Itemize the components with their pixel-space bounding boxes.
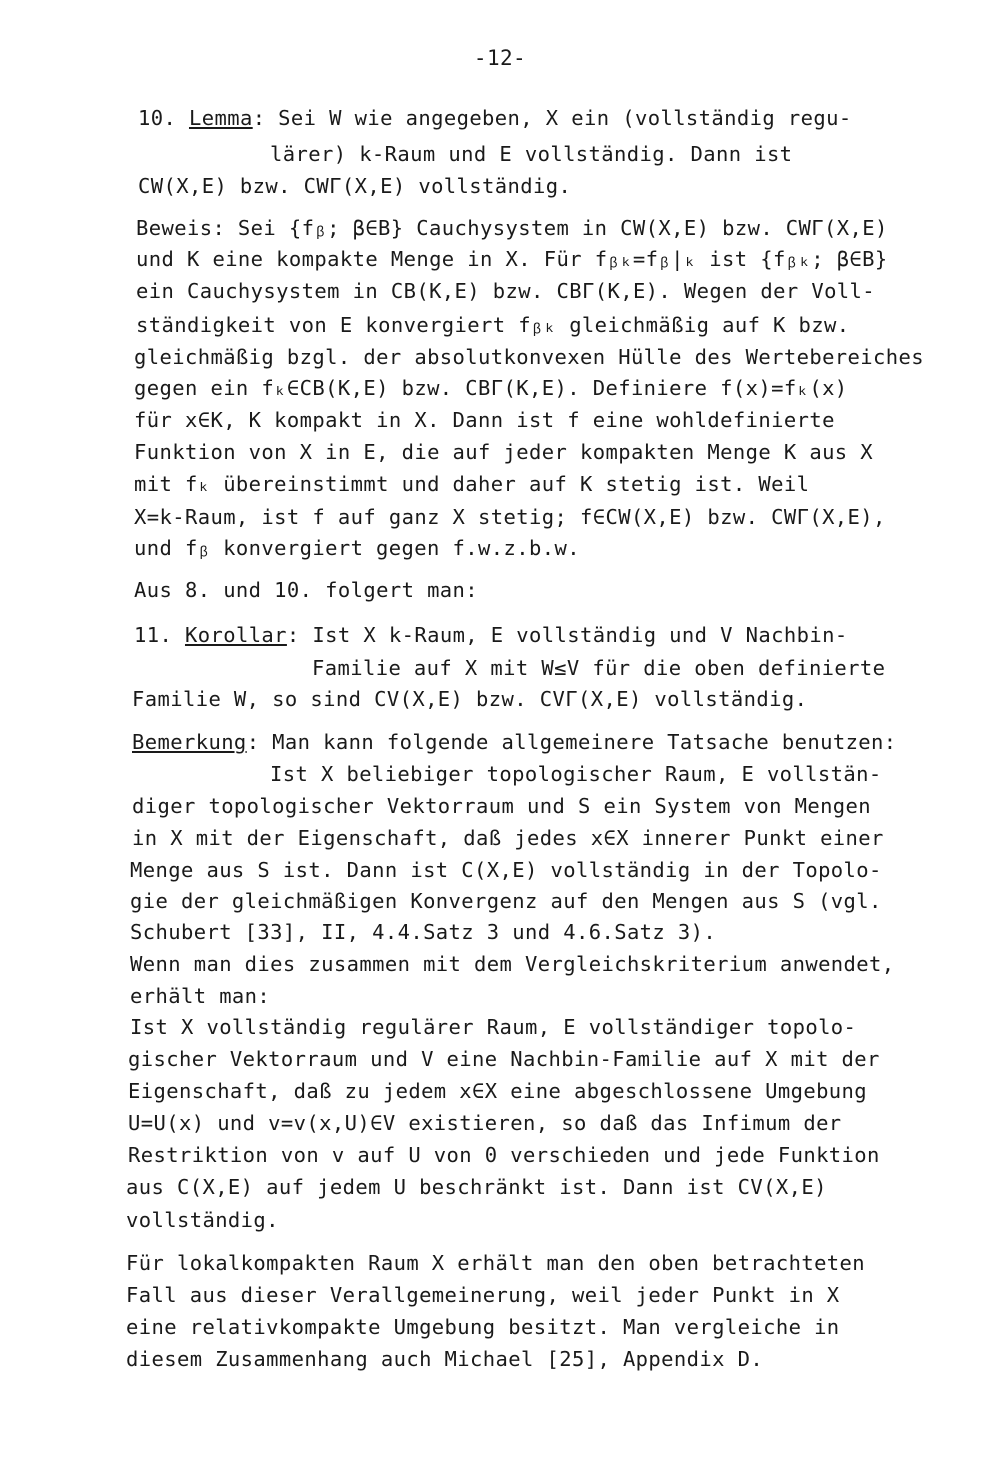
proof-line: und K eine kompakte Menge in X. Für fᵦₖ=fᵦ|ₖ ist {fᵦₖ; β∈B} xyxy=(136,247,888,271)
lemma-line-3: CW(X,E) bzw. CWΓ(X,E) vollständig. xyxy=(138,174,572,198)
proof-line: mit fₖ übereinstimmt und daher auf K stetig ist. Weil xyxy=(134,472,810,496)
proof-line: X=k-Raum, ist f auf ganz X stetig; f∈CW(X,E) bzw. CWΓ(X,E), xyxy=(134,505,886,529)
korollar-text-1: : Ist X k-Raum, E vollständig und V Nachbin- xyxy=(286,623,848,647)
lemma-line-2: lärer) k-Raum und E vollständig. Dann ist xyxy=(270,142,793,166)
bemerkung-line: gie der gleichmäßigen Konvergenz auf den Mengen aus S (vgl. xyxy=(130,889,882,913)
proof-line: ein Cauchysystem in CB(K,E) bzw. CBΓ(K,E). Wegen der Voll- xyxy=(136,279,876,303)
bemerkung-line: Restriktion von v auf U von 0 verschieden und jede Funktion xyxy=(128,1143,880,1167)
proof-line: und fᵦ konvergiert gegen f.w.z.b.w. xyxy=(134,536,580,560)
korollar-line-2: Familie auf X mit W≤V für die oben definierte xyxy=(312,656,886,680)
final-line: diesem Zusammenhang auch Michael [25], Appendix D. xyxy=(126,1347,764,1371)
aus-line: Aus 8. und 10. folgert man: xyxy=(134,578,479,602)
bemerkung-text-1: : Man kann folgende allgemeinere Tatsache benutzen: xyxy=(246,730,897,754)
proof-line: gleichmäßig bzgl. der absolutkonvexen Hülle des Wertebereiches xyxy=(134,345,925,369)
bemerkung-title: Bemerkung xyxy=(132,730,247,754)
bemerkung-line: Schubert [33], II, 4.4.Satz 3 und 4.6.Satz 3). xyxy=(130,920,717,944)
final-line: Für lokalkompakten Raum X erhält man den oben betrachteten xyxy=(126,1251,866,1275)
proof-line: gegen ein fₖ∈CB(K,E) bzw. CBΓ(K,E). Definiere f(x)=fₖ(x) xyxy=(134,376,848,400)
proof-line: Funktion von X in E, die auf jeder kompakten Menge K aus X xyxy=(134,440,874,464)
proof-line: für x∈K, K kompakt in X. Dann ist f eine wohldefinierte xyxy=(134,408,835,432)
bemerkung-line: Ist X vollständig regulärer Raum, E vollständiger topolo- xyxy=(130,1015,857,1039)
bemerkung-line: diger topologischer Vektorraum und S ein System von Mengen xyxy=(132,794,872,818)
bemerkung-line: in X mit der Eigenschaft, daß jedes x∈X innerer Punkt einer xyxy=(132,826,884,850)
bemerkung-line: erhält man: xyxy=(130,984,271,1008)
final-line: eine relativkompakte Umgebung besitzt. Man vergleiche in xyxy=(126,1315,840,1339)
bemerkung-line: Menge aus S ist. Dann ist C(X,E) vollständig in der Topolo- xyxy=(130,858,882,882)
korollar-title: Korollar xyxy=(184,623,287,647)
lemma-line-1 xyxy=(138,104,852,132)
bemerkung-line: vollständig. xyxy=(126,1208,279,1232)
lemma-text-1: : Sei W wie angegeben, X ein (vollständig regu- xyxy=(252,106,852,130)
page-number: -12- xyxy=(473,46,527,70)
bemerkung-line: Ist X beliebiger topologischer Raum, E vollstän- xyxy=(270,762,882,786)
proof-line: Beweis: Sei {fᵦ; β∈B} Cauchysystem in CW(X,E) bzw. CWΓ(X,E) xyxy=(136,216,888,240)
bemerkung-line: Wenn man dies zusammen mit dem Vergleichskriterium anwendet, xyxy=(130,952,895,976)
proof-line: ständigkeit von E konvergiert fᵦₖ gleichmäßig auf K bzw. xyxy=(136,313,850,337)
lemma-title: Lemma xyxy=(188,106,253,130)
bemerkung-line: aus C(X,E) auf jedem U beschränkt ist. Dann ist CV(X,E) xyxy=(126,1175,827,1199)
bemerkung-line: U=U(x) und v=v(x,U)∈V existieren, so daß das Infimum der xyxy=(128,1111,842,1135)
bemerkung-line: Eigenschaft, daß zu jedem x∈X eine abgeschlossene Umgebung xyxy=(128,1079,868,1103)
lemma-number: 10. xyxy=(138,106,177,130)
final-line: Fall aus dieser Verallgemeinerung, weil jeder Punkt in X xyxy=(126,1283,840,1307)
korollar-line-1 xyxy=(134,621,848,649)
bemerkung-line-1 xyxy=(132,728,897,756)
bemerkung-line: gischer Vektorraum und V eine Nachbin-Familie auf X mit der xyxy=(128,1047,880,1071)
korollar-number: 11. xyxy=(134,623,173,647)
korollar-line-3: Familie W, so sind CV(X,E) bzw. CVΓ(X,E) vollständig. xyxy=(132,687,808,711)
